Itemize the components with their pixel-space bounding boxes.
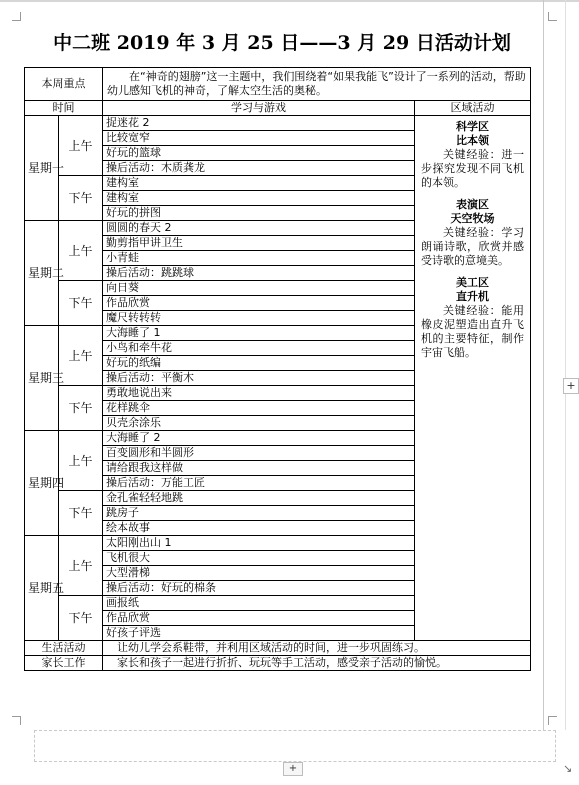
pm-label: 下午 bbox=[59, 176, 103, 221]
area-key-experience: 关键经验：能用橡皮泥塑造出直升飞机的主要特征，制作宇宙飞船。 bbox=[421, 304, 525, 359]
parent-work-text: 家长和孩子一起进行折折、玩玩等手工活动，感受亲子活动的愉悦。 bbox=[103, 656, 531, 671]
focus-text: 在“神奇的翅膀”这一主题中，我们围绕着“如果我能飞”设计了一系列的活动，帮助幼儿感知飞机的神奇，了解太空生活的奥秘。 bbox=[103, 68, 531, 101]
crop-mark-top-left bbox=[12, 12, 21, 21]
area-activity-name: 比本领 bbox=[456, 134, 489, 147]
activity-item: 操后活动：好玩的棉条 bbox=[103, 581, 415, 596]
activity-item: 向日葵 bbox=[103, 281, 415, 296]
area-block bbox=[421, 198, 524, 268]
am-label: 上午 bbox=[59, 326, 103, 386]
activity-item: 大海睡了 1 bbox=[103, 326, 415, 341]
activity-item: 小青蛙 bbox=[103, 251, 415, 266]
activity-item: 画报纸 bbox=[103, 596, 415, 611]
life-activity-label: 生活活动 bbox=[25, 641, 103, 656]
activity-item: 百变圆形和半圆形 bbox=[103, 446, 415, 461]
header-time: 时间 bbox=[25, 101, 103, 116]
am-label: 上午 bbox=[59, 431, 103, 491]
activity-item: 操后活动：木质龚龙 bbox=[103, 161, 415, 176]
pm-label: 下午 bbox=[59, 596, 103, 641]
area-zone: 美工区 bbox=[456, 276, 489, 289]
am-label: 上午 bbox=[59, 536, 103, 596]
activity-item: 花样跳伞 bbox=[103, 401, 415, 416]
activity-item: 小鸟和牵牛花 bbox=[103, 341, 415, 356]
life-activity-row bbox=[25, 641, 531, 656]
activity-plan-table bbox=[24, 67, 531, 671]
area-activity-name: 天空牧场 bbox=[450, 212, 495, 225]
header-learning: 学习与游戏 bbox=[103, 101, 415, 116]
add-row-button[interactable]: + bbox=[283, 762, 303, 776]
day-label: 星期一 bbox=[25, 116, 59, 221]
pm-label: 下午 bbox=[59, 491, 103, 536]
area-block bbox=[421, 276, 524, 360]
parent-work-label: 家长工作 bbox=[25, 656, 103, 671]
page-title: 中二班 2019 年 3 月 25 日——3 月 29 日活动计划 bbox=[53, 32, 511, 54]
activity-item: 好孩子评选 bbox=[103, 626, 415, 641]
area-activity-name: 直升机 bbox=[456, 290, 489, 303]
activity-item: 请给跟我这样做 bbox=[103, 461, 415, 476]
page-top-edge bbox=[0, 0, 579, 2]
activity-item: 建构室 bbox=[103, 191, 415, 206]
activity-item: 操后活动：万能工匠 bbox=[103, 476, 415, 491]
area-key-experience: 关键经验：进一步探究发现不同飞机的本领。 bbox=[421, 148, 525, 189]
activity-item: 太阳刚出山 1 bbox=[103, 536, 415, 551]
activity-item: 勤剪指甲讲卫生 bbox=[103, 236, 415, 251]
pm-label: 下午 bbox=[59, 386, 103, 431]
header-row bbox=[25, 101, 531, 116]
activity-item: 勇敢地说出来 bbox=[103, 386, 415, 401]
activity-item: 飞机很大 bbox=[103, 551, 415, 566]
add-column-button[interactable]: + bbox=[563, 378, 579, 394]
page-margin-line-outer bbox=[565, 0, 566, 730]
footer-area[interactable] bbox=[34, 730, 556, 762]
day-label: 星期二 bbox=[25, 221, 59, 326]
focus-row bbox=[25, 68, 531, 101]
crop-mark-bottom-left bbox=[12, 716, 21, 725]
activity-item: 跳房子 bbox=[103, 506, 415, 521]
day-label: 星期三 bbox=[25, 326, 59, 431]
focus-label: 本周重点 bbox=[25, 68, 103, 101]
page-margin-line bbox=[543, 0, 544, 730]
life-activity-text: 让幼儿学会系鞋带，并利用区域活动的时间，进一步巩固练习。 bbox=[103, 641, 531, 656]
header-area: 区域活动 bbox=[415, 101, 531, 116]
activity-item: 圆圆的春天 2 bbox=[103, 221, 415, 236]
activity-item: 捉迷花 2 bbox=[103, 116, 415, 131]
activity-item: 操后活动：平衡木 bbox=[103, 371, 415, 386]
day-label: 星期五 bbox=[25, 536, 59, 641]
activity-item: 作品欣赏 bbox=[103, 296, 415, 311]
activity-item: 金孔雀轻轻地跳 bbox=[103, 491, 415, 506]
activity-item: 贝壳余涂乐 bbox=[103, 416, 415, 431]
parent-work-row bbox=[25, 656, 531, 671]
activity-item: 作品欣赏 bbox=[103, 611, 415, 626]
crop-mark-bottom-right bbox=[548, 716, 557, 725]
activity-item: 好玩的篮球 bbox=[103, 146, 415, 161]
day-label: 星期四 bbox=[25, 431, 59, 536]
activity-item: 好玩的拼图 bbox=[103, 206, 415, 221]
activity-item: 建构室 bbox=[103, 176, 415, 191]
area-zone: 表演区 bbox=[456, 198, 489, 211]
table-row bbox=[25, 116, 531, 131]
activity-item: 好玩的纸编 bbox=[103, 356, 415, 371]
area-activities bbox=[415, 116, 531, 641]
activity-item: 操后活动：跳跳球 bbox=[103, 266, 415, 281]
activity-item: 绘本故事 bbox=[103, 521, 415, 536]
activity-item: 比较宽窄 bbox=[103, 131, 415, 146]
area-key-experience: 关键经验：学习朗诵诗歌，欣赏并感受诗歌的意境美。 bbox=[421, 226, 525, 267]
area-block bbox=[421, 120, 524, 190]
activity-item: 魔尺转转转 bbox=[103, 311, 415, 326]
crop-mark-top-right bbox=[548, 12, 557, 21]
activity-item: 大型滑梯 bbox=[103, 566, 415, 581]
resize-handle-icon[interactable]: ↘ bbox=[563, 762, 573, 775]
activity-item: 大海睡了 2 bbox=[103, 431, 415, 446]
am-label: 上午 bbox=[59, 221, 103, 281]
am-label: 上午 bbox=[59, 116, 103, 176]
area-zone: 科学区 bbox=[456, 120, 489, 133]
pm-label: 下午 bbox=[59, 281, 103, 326]
